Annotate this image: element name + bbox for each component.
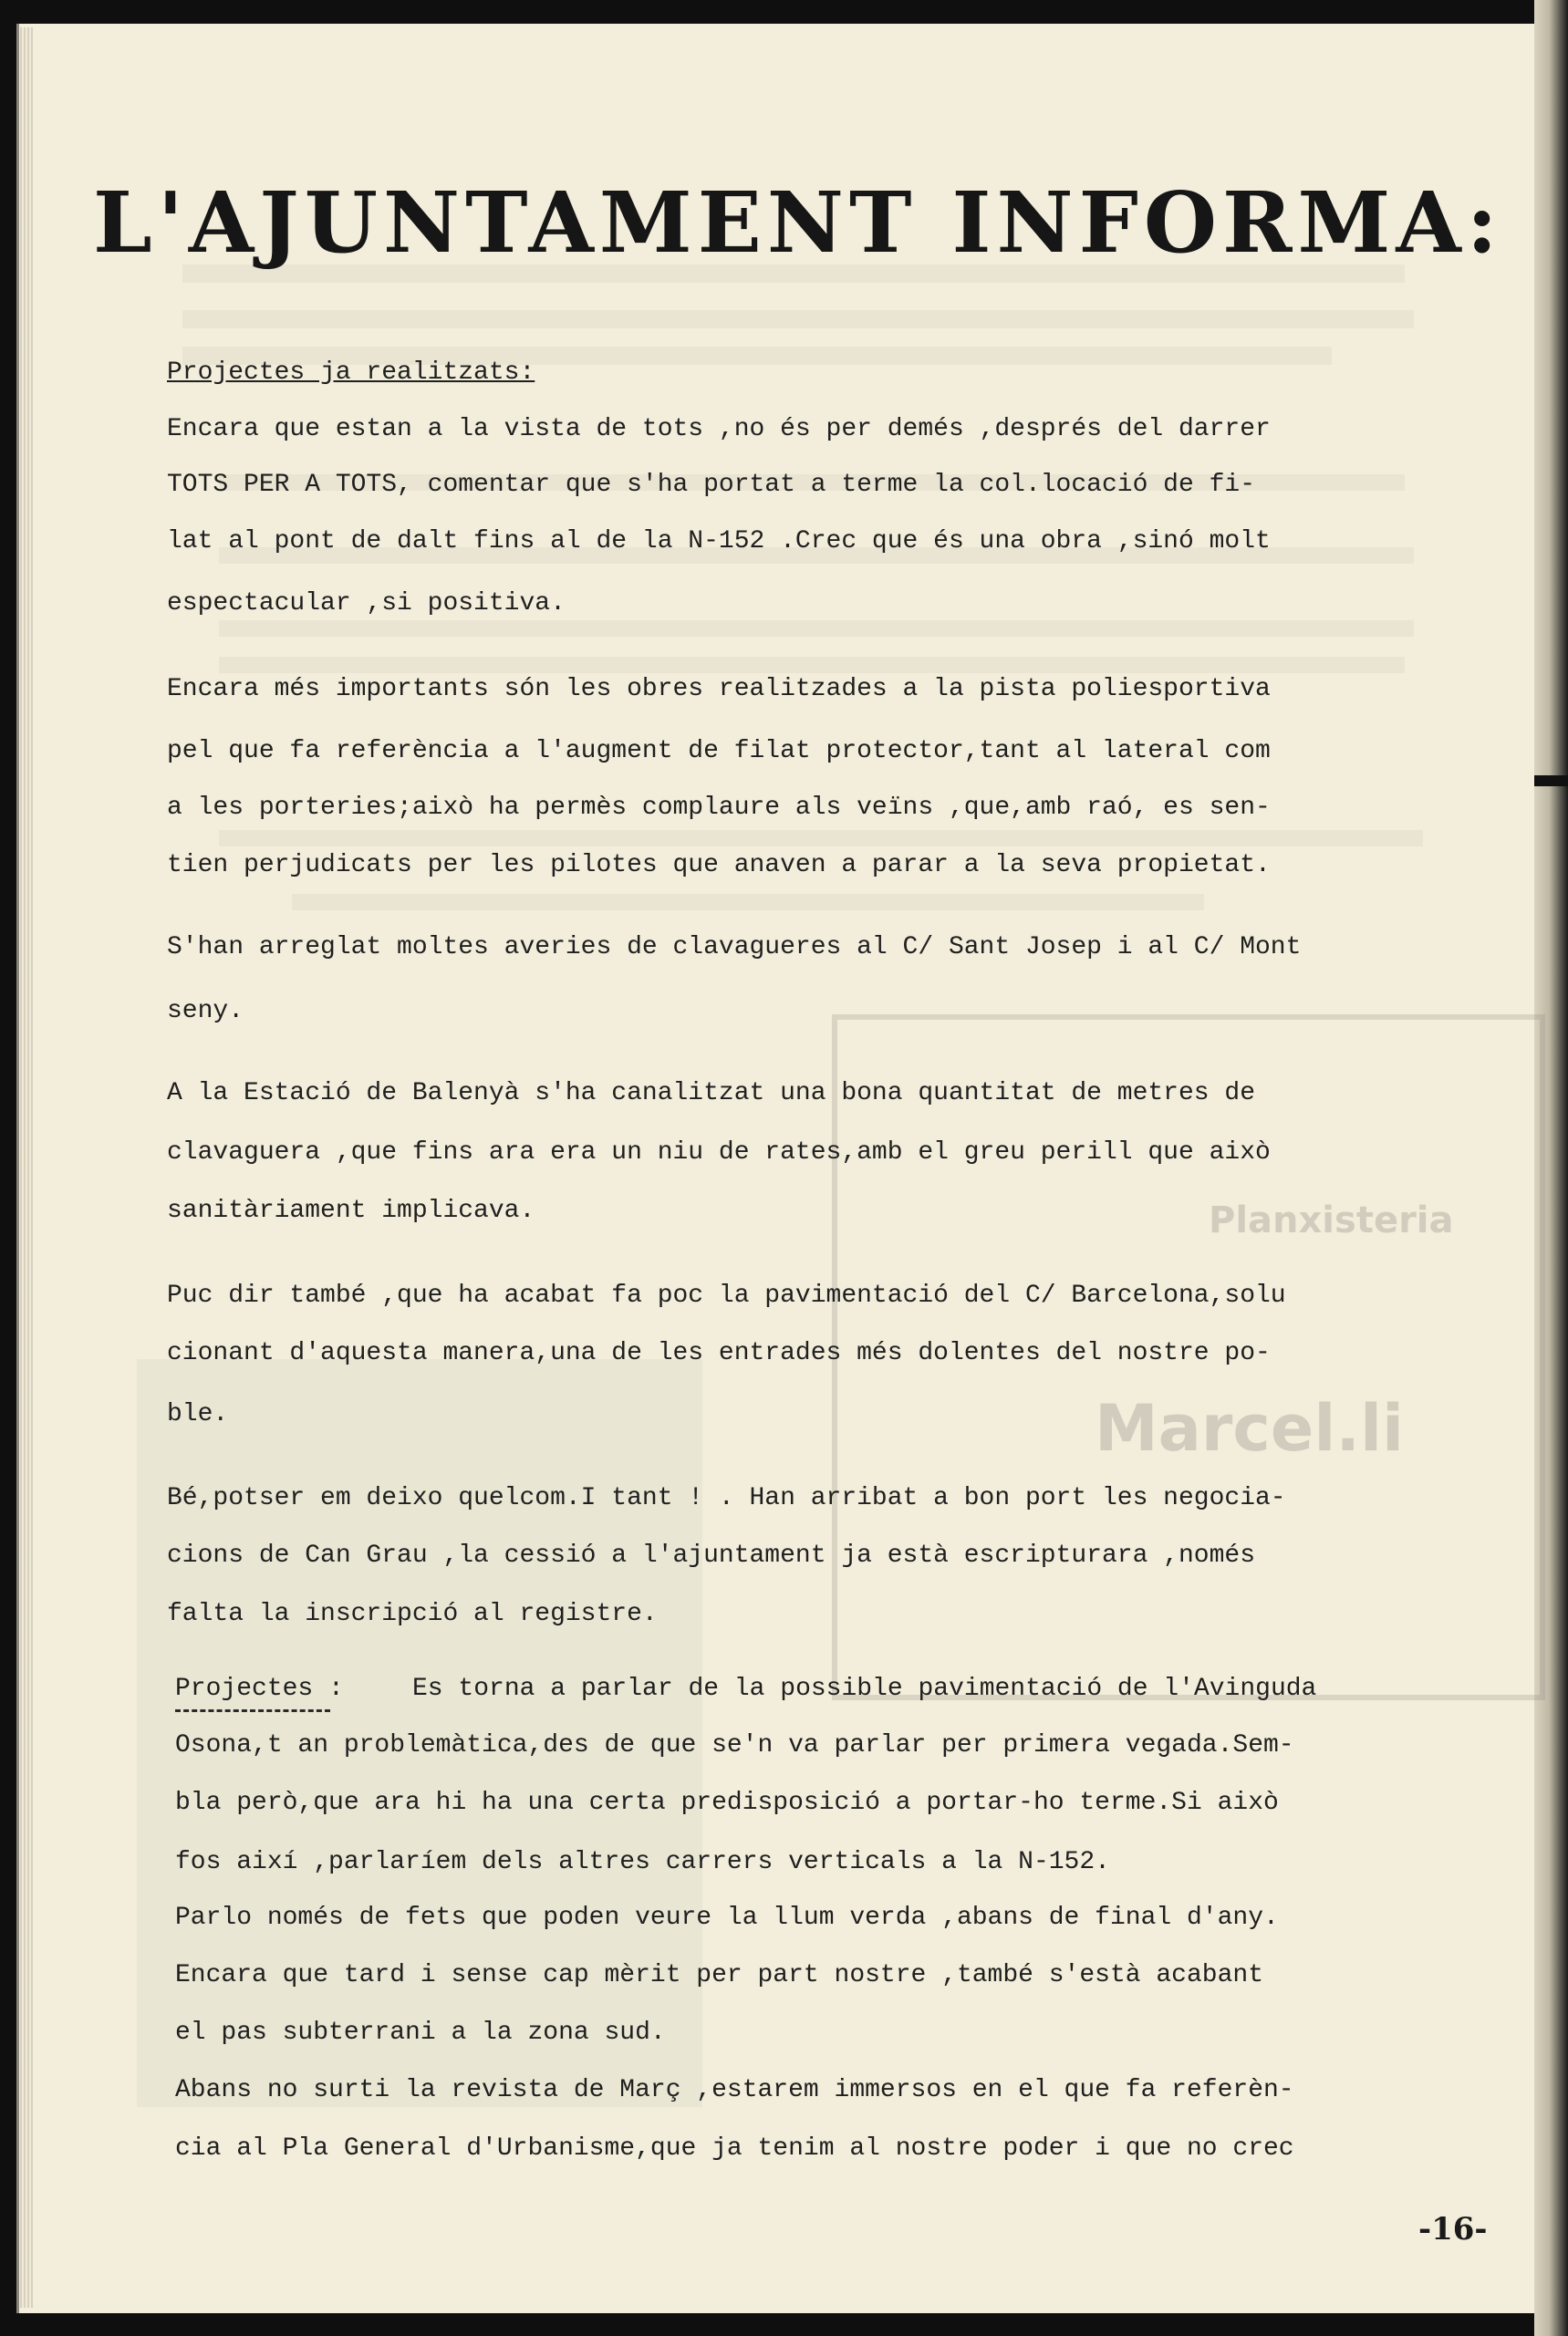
text-line: Es torna a parlar de la possible pavimentació de l'Avinguda <box>412 1675 1317 1703</box>
page-edge-stack <box>20 27 33 2308</box>
text-line: bla però,que ara hi ha una certa predisposició a portar-ho terme.Si això <box>175 1789 1279 1817</box>
text-line: seny. <box>167 997 244 1025</box>
text-line: tien perjudicats per les pilotes que anaven a parar a la seva propietat. <box>167 851 1271 879</box>
show-through-line <box>219 830 1423 846</box>
text-line: Encara més importants són les obres realitzades a la pista poliesportiva <box>167 675 1271 703</box>
text-line: pel que fa referència a l'augment de filat protector,tant al lateral com <box>167 737 1271 765</box>
text-line: cionant d'aquesta manera,una de les entrades més dolentes del nostre po- <box>167 1339 1271 1367</box>
projectes-dashed-underline <box>175 1709 330 1712</box>
show-through-line <box>182 310 1414 328</box>
show-through-line <box>219 657 1405 673</box>
text-line: fos així ,parlaríem dels altres carrers verticals a la N-152. <box>175 1848 1110 1876</box>
text-line: a les porteries;això ha permès complaure als veïns ,que,amb raó, es sen- <box>167 794 1271 822</box>
page-number: -16- <box>1418 2211 1488 2248</box>
page-title: L'AJUNTAMENT INFORMA: <box>93 173 1503 272</box>
text-line: espectacular ,si positiva. <box>167 589 566 618</box>
section-heading: Projectes ja realitzats: <box>167 358 535 387</box>
text-line: Puc dir també ,que ha acabat fa poc la pavimentació del C/ Barcelona,solu <box>167 1282 1286 1310</box>
text-line: el pas subterrani a la zona sud. <box>175 2019 666 2047</box>
show-through-line <box>219 620 1414 637</box>
text-line: lat al pont de dalt fins al de la N-152 .Crec que és una obra ,sinó molt <box>167 527 1271 555</box>
text-line: sanitàriament implicava. <box>167 1197 535 1225</box>
text-line: Encara que estan a la vista de tots ,no és per demés ,després del darrer <box>167 415 1271 443</box>
text-line: Abans no surti la revista de Març ,estarem immersos en el que fa referèn- <box>175 2076 1294 2104</box>
text-line: TOTS PER A TOTS, comentar que s'ha portat a terme la col.locació de fi- <box>167 471 1255 499</box>
show-through-line <box>292 894 1204 910</box>
text-line: Osona,t an problemàtica,des de que se'n va parlar per primera vegada.Sem- <box>175 1731 1294 1760</box>
text-line: A la Estació de Balenyà s'ha canalitzat una bona quantitat de metres de <box>167 1079 1255 1107</box>
text-line: ble. <box>167 1400 229 1428</box>
text-line: cia al Pla General d'Urbanisme,que ja tenim al nostre poder i que no crec <box>175 2134 1294 2163</box>
text-line: clavaguera ,que fins ara era un niu de rates,amb el greu perill que això <box>167 1138 1271 1167</box>
projectes-label: Projectes : <box>175 1675 344 1703</box>
text-line: Bé,potser em deixo quelcom.I tant ! . Han arribat a bon port les negocia- <box>167 1484 1286 1512</box>
show-through-lettering: Planxisteria <box>1209 1199 1454 1241</box>
text-line: falta la inscripció al registre. <box>167 1600 658 1628</box>
text-line: Encara que tard i sense cap mèrit per part nostre ,també s'està acabant <box>175 1961 1263 1989</box>
text-line: S'han arreglat moltes averies de clavagueres al C/ Sant Josep i al C/ Mont <box>167 933 1302 961</box>
show-through-lettering: Marcel.li <box>1095 1391 1404 1466</box>
binding-mark <box>1534 775 1568 786</box>
text-line: Parlo només de fets que poden veure la llum verda ,abans de final d'any. <box>175 1904 1279 1932</box>
text-line: cions de Can Grau ,la cessió a l'ajuntament ja està escripturara ,només <box>167 1542 1255 1570</box>
